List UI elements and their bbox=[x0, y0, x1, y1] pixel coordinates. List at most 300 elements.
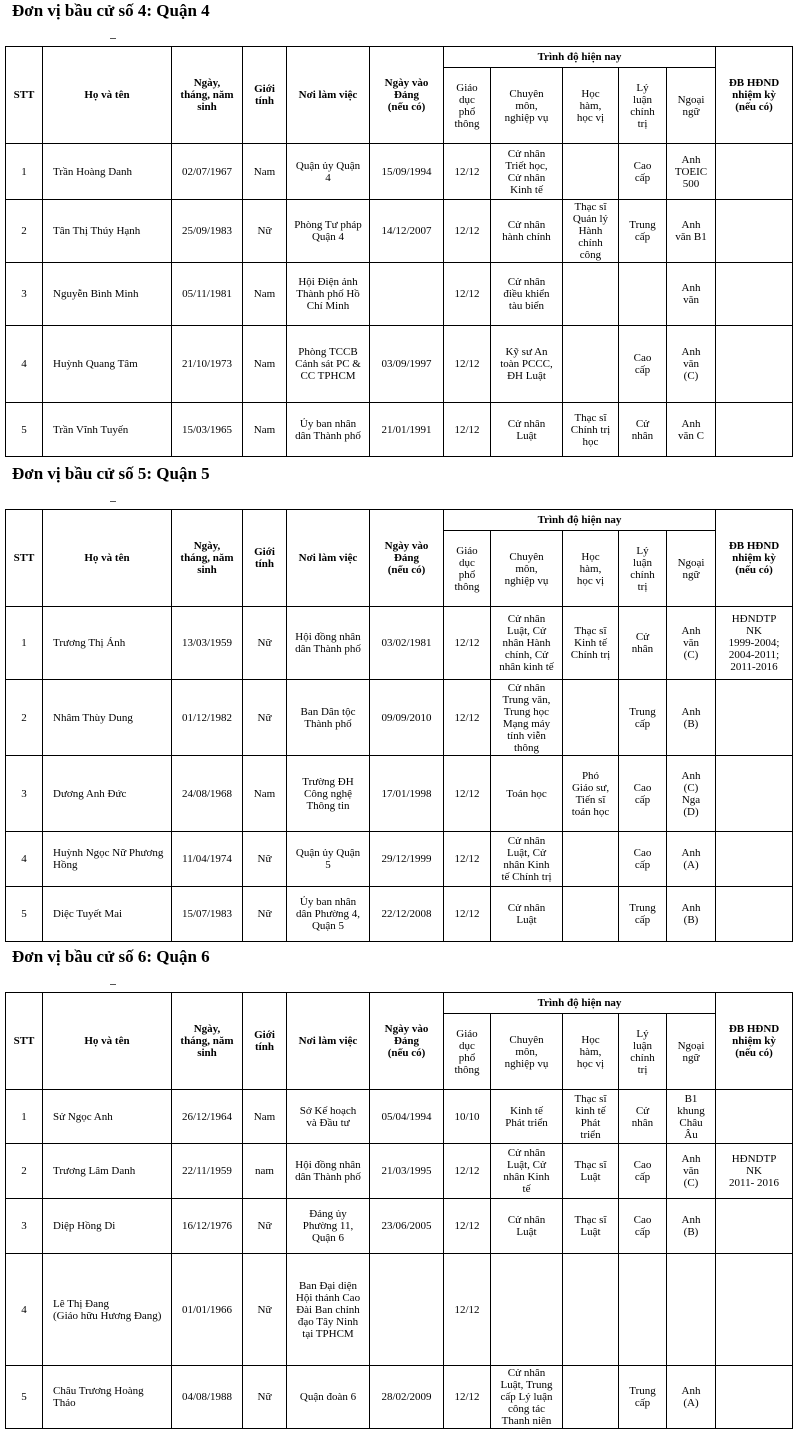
cell-foreign-language-text: B1 khung Châu Âu bbox=[677, 1092, 705, 1141]
cell-dob-text: 22/11/1959 bbox=[182, 1165, 232, 1177]
cell-political-theory bbox=[619, 887, 667, 942]
cell-foreign-language-text: Anh văn (C) bbox=[681, 625, 701, 661]
cell-academic-degree bbox=[563, 144, 619, 200]
cell-workplace-text: Hội đồng nhân dân Thành phố bbox=[295, 631, 361, 655]
cell-specialty bbox=[491, 756, 563, 832]
cell-foreign-language-text: Anh văn B1 bbox=[675, 219, 707, 243]
header-theory bbox=[619, 531, 667, 607]
cell-general-education-text: 12/12 bbox=[454, 1303, 480, 1316]
cell-dob bbox=[172, 756, 243, 832]
cell-stt bbox=[6, 756, 43, 832]
cell-gender-text: Nữ bbox=[257, 711, 272, 724]
cell-general-education-text: 12/12 bbox=[454, 165, 480, 178]
cell-academic-degree bbox=[563, 1144, 619, 1199]
cell-dob bbox=[172, 263, 243, 326]
cell-foreign-language-text: Anh văn C bbox=[678, 417, 704, 442]
cell-academic-degree bbox=[563, 832, 619, 887]
cell-dob-text: 13/03/1959 bbox=[181, 637, 233, 649]
cell-general-education-text: 12/12 bbox=[454, 637, 480, 649]
cell-foreign-language bbox=[667, 263, 716, 326]
cell-workplace-text: Phòng Tư pháp Quận 4 bbox=[294, 219, 362, 243]
cell-name-text: Diệp Hồng Di bbox=[53, 1220, 116, 1232]
cell-dob bbox=[172, 144, 243, 200]
cell-party-date bbox=[370, 680, 444, 756]
header-specialty-label: Chuyên môn, nghiệp vụ bbox=[504, 87, 549, 124]
cell-name-text: Lê Thị Đang (Giáo hữu Hương Đang) bbox=[53, 1297, 162, 1322]
cell-workplace bbox=[287, 832, 370, 887]
header-gender-label: Giới tính bbox=[254, 83, 275, 107]
cell-workplace bbox=[287, 326, 370, 403]
cell-workplace-text: Trường ĐH Công nghệ Thông tin bbox=[302, 775, 354, 812]
cell-general-education-text: 12/12 bbox=[454, 908, 480, 920]
cell-workplace bbox=[287, 144, 370, 200]
cell-workplace bbox=[287, 1199, 370, 1254]
cell-academic-degree bbox=[563, 326, 619, 403]
cell-political-theory-text: Cao cấp bbox=[633, 1214, 652, 1238]
cell-council-term bbox=[716, 326, 793, 403]
cell-dob bbox=[172, 1199, 243, 1254]
header-workplace-label: Nơi làm việc bbox=[298, 552, 358, 564]
cell-foreign-language bbox=[667, 1366, 716, 1429]
candidate-table bbox=[5, 992, 793, 1429]
cell-specialty bbox=[491, 887, 563, 942]
cell-political-theory bbox=[619, 607, 667, 680]
cell-foreign-language bbox=[667, 756, 716, 832]
cell-academic-degree bbox=[563, 887, 619, 942]
cell-stt bbox=[6, 680, 43, 756]
cell-name bbox=[43, 1366, 172, 1429]
table-row bbox=[6, 403, 793, 457]
cell-general-education bbox=[444, 1199, 491, 1254]
cell-specialty bbox=[491, 1254, 563, 1366]
cell-party-date-text: 28/02/2009 bbox=[381, 1391, 432, 1403]
cell-name bbox=[43, 326, 172, 403]
header-council bbox=[716, 993, 793, 1090]
cell-gender bbox=[243, 832, 287, 887]
cell-specialty bbox=[491, 680, 563, 756]
cell-general-education bbox=[444, 1366, 491, 1429]
cell-name bbox=[43, 1199, 172, 1254]
cell-specialty-text: Cử nhân hành chính bbox=[502, 219, 551, 243]
cell-political-theory bbox=[619, 756, 667, 832]
cell-party-date bbox=[370, 832, 444, 887]
header-council bbox=[716, 510, 793, 607]
header-workplace bbox=[287, 993, 370, 1090]
cell-name-text: Sử Ngọc Anh bbox=[53, 1110, 113, 1123]
cell-political-theory-text: Cử nhân bbox=[631, 631, 654, 655]
cell-foreign-language bbox=[667, 1144, 716, 1199]
header-language bbox=[667, 531, 716, 607]
section-title: Đơn vị bầu cử số 5: Quận 5 bbox=[12, 464, 210, 483]
cell-workplace-text: Phòng TCCB Cảnh sát PC & CC TPHCM bbox=[295, 346, 361, 382]
cell-party-date bbox=[370, 756, 444, 832]
cell-foreign-language bbox=[667, 607, 716, 680]
cell-gender bbox=[243, 1199, 287, 1254]
cell-specialty bbox=[491, 326, 563, 403]
table-row bbox=[6, 144, 793, 200]
cell-stt bbox=[6, 1144, 43, 1199]
header-gender-label: Giới tính bbox=[254, 1029, 275, 1053]
cell-dob-text: 24/08/1968 bbox=[181, 787, 233, 800]
cell-council-term bbox=[716, 680, 793, 756]
cell-gender-text: Nữ bbox=[257, 225, 272, 237]
cell-stt bbox=[6, 1199, 43, 1254]
cell-workplace-text: Đảng ủy Phường 11, Quận 6 bbox=[302, 1208, 354, 1244]
cell-general-education bbox=[444, 144, 491, 200]
cell-specialty-text: Cử nhân Luật bbox=[507, 417, 546, 442]
cell-name-text: Trương Thị Ánh bbox=[53, 637, 126, 649]
header-degree bbox=[563, 68, 619, 144]
cell-gender bbox=[243, 607, 287, 680]
cell-general-education-text: 10/10 bbox=[454, 1110, 480, 1123]
header-name-label: Họ và tên bbox=[84, 552, 130, 564]
cell-political-theory-text: Cao cấp bbox=[633, 159, 652, 184]
table-row bbox=[6, 1144, 793, 1199]
cell-dob-text: 01/01/1966 bbox=[181, 1303, 233, 1316]
cell-foreign-language bbox=[667, 144, 716, 200]
cell-party-date-text: 03/09/1997 bbox=[381, 358, 432, 370]
cell-name-text: Huỳnh Quang Tâm bbox=[53, 358, 138, 370]
cell-general-education bbox=[444, 263, 491, 326]
cell-political-theory-text: Cao cấp bbox=[633, 352, 652, 376]
cell-name bbox=[43, 263, 172, 326]
cell-stt bbox=[6, 263, 43, 326]
header-stt bbox=[6, 47, 43, 144]
cell-council-term bbox=[716, 832, 793, 887]
cell-workplace-text: Ủy ban nhân dân Thành phố bbox=[295, 417, 361, 442]
cell-specialty bbox=[491, 263, 563, 326]
cell-political-theory bbox=[619, 680, 667, 756]
header-degree bbox=[563, 531, 619, 607]
cell-gender bbox=[243, 403, 287, 457]
cell-foreign-language-text: Anh (A) bbox=[681, 847, 701, 871]
header-name-label: Họ và tên bbox=[84, 89, 130, 101]
cell-general-education-text: 12/12 bbox=[454, 853, 480, 865]
cell-political-theory bbox=[619, 263, 667, 326]
cell-dob-text: 16/12/1976 bbox=[181, 1220, 233, 1232]
cell-gender bbox=[243, 144, 287, 200]
cell-stt-text: 2 bbox=[21, 225, 27, 237]
header-stt bbox=[6, 993, 43, 1090]
cell-name-text: Trần Hoàng Danh bbox=[53, 165, 133, 178]
section-title: Đơn vị bầu cử số 6: Quận 6 bbox=[12, 947, 210, 966]
cell-general-education-text: 12/12 bbox=[454, 288, 480, 300]
header-dob-label: Ngày, tháng, năm sinh bbox=[180, 1023, 234, 1059]
cell-specialty-text: Cử nhân điều khiển tàu biển bbox=[503, 276, 550, 312]
cell-party-date bbox=[370, 1254, 444, 1366]
header-education-label: Trình độ hiện nay bbox=[537, 514, 622, 526]
header-workplace bbox=[287, 510, 370, 607]
cell-dob bbox=[172, 200, 243, 263]
cell-council-term bbox=[716, 1199, 793, 1254]
cell-academic-degree-text: Thạc sĩ Kinh tế Chính trị bbox=[570, 625, 611, 661]
cell-foreign-language-text: Anh (C) Nga (D) bbox=[681, 769, 701, 818]
section-title: Đơn vị bầu cử số 4: Quận 4 bbox=[12, 1, 210, 20]
cell-political-theory bbox=[619, 326, 667, 403]
cell-foreign-language-text: Anh văn (C) bbox=[681, 346, 701, 382]
header-gender bbox=[243, 510, 287, 607]
cell-workplace bbox=[287, 403, 370, 457]
cell-party-date-text: 21/03/1995 bbox=[381, 1165, 432, 1177]
header-stt-label: STT bbox=[13, 1035, 35, 1047]
cell-academic-degree bbox=[563, 1366, 619, 1429]
cell-gender bbox=[243, 1366, 287, 1429]
header-general bbox=[444, 68, 491, 144]
cell-specialty-text: Cử nhân Luật, Cử nhân Hành chính, Cử nhân kinh tế bbox=[499, 613, 554, 673]
cell-foreign-language bbox=[667, 1254, 716, 1366]
cell-stt bbox=[6, 1090, 43, 1144]
cell-name-text: Dương Anh Đức bbox=[53, 787, 127, 800]
header-council-label: ĐB HĐND nhiệm kỳ (nếu có) bbox=[728, 77, 780, 113]
header-language bbox=[667, 1014, 716, 1090]
cell-foreign-language-text: Anh (A) bbox=[681, 1385, 701, 1409]
cell-dob-text: 02/07/1967 bbox=[181, 165, 233, 178]
cell-dob bbox=[172, 403, 243, 457]
header-stt bbox=[6, 510, 43, 607]
cell-gender bbox=[243, 1254, 287, 1366]
cell-specialty-text: Cử nhân Triết học, Cử nhân Kinh tế bbox=[505, 147, 548, 196]
cell-foreign-language bbox=[667, 1090, 716, 1144]
cell-stt bbox=[6, 200, 43, 263]
cell-name bbox=[43, 756, 172, 832]
cell-dob bbox=[172, 887, 243, 942]
divider bbox=[110, 984, 116, 985]
cell-stt-text: 5 bbox=[21, 908, 27, 920]
cell-dob bbox=[172, 1366, 243, 1429]
cell-general-education bbox=[444, 200, 491, 263]
cell-dob bbox=[172, 832, 243, 887]
cell-party-date bbox=[370, 326, 444, 403]
table-row bbox=[6, 326, 793, 403]
cell-dob bbox=[172, 680, 243, 756]
cell-general-education-text: 12/12 bbox=[454, 1391, 480, 1403]
cell-name bbox=[43, 1144, 172, 1199]
header-dob bbox=[172, 993, 243, 1090]
cell-stt bbox=[6, 832, 43, 887]
header-gender bbox=[243, 993, 287, 1090]
cell-gender-text: Nữ bbox=[257, 853, 272, 865]
cell-academic-degree-text: Thạc sĩ Luật bbox=[574, 1214, 607, 1238]
cell-political-theory-text: Cử nhân bbox=[631, 1104, 654, 1129]
divider bbox=[110, 501, 116, 502]
cell-stt-text: 2 bbox=[21, 1165, 27, 1177]
cell-gender-text: Nam bbox=[253, 787, 276, 800]
header-council-label: ĐB HĐND nhiệm kỳ (nếu có) bbox=[728, 540, 780, 576]
cell-foreign-language bbox=[667, 200, 716, 263]
header-general-label: Giáo dục phổ thông bbox=[454, 1027, 480, 1076]
cell-name bbox=[43, 200, 172, 263]
cell-general-education bbox=[444, 1254, 491, 1366]
cell-specialty-text: Cử nhân Luật bbox=[507, 902, 546, 926]
cell-political-theory bbox=[619, 403, 667, 457]
cell-academic-degree-text: Thạc sĩ Chính trị học bbox=[570, 411, 611, 448]
cell-political-theory-text: Cử nhân bbox=[631, 417, 654, 442]
cell-dob bbox=[172, 1254, 243, 1366]
cell-dob-text: 15/03/1965 bbox=[181, 423, 233, 436]
cell-council-term bbox=[716, 200, 793, 263]
header-party_date bbox=[370, 47, 444, 144]
cell-workplace bbox=[287, 887, 370, 942]
cell-name bbox=[43, 680, 172, 756]
cell-council-term bbox=[716, 144, 793, 200]
cell-political-theory-text: Cao cấp bbox=[633, 1159, 652, 1183]
cell-name bbox=[43, 1090, 172, 1144]
cell-name-text: Trương Lâm Danh bbox=[53, 1165, 136, 1177]
cell-name bbox=[43, 832, 172, 887]
cell-political-theory-text: Cao cấp bbox=[633, 781, 652, 806]
cell-general-education-text: 12/12 bbox=[454, 225, 480, 237]
cell-council-term-text: HĐNDTP NK 1999-2004; 2004-2011; 2011-2016 bbox=[728, 613, 780, 673]
cell-specialty-text: Cử nhân Luật, Trung cấp Lý luận công tác Thanh niên bbox=[500, 1367, 553, 1427]
cell-name bbox=[43, 144, 172, 200]
cell-party-date bbox=[370, 1199, 444, 1254]
header-degree-label: Học hàm, học vị bbox=[576, 1033, 605, 1070]
cell-council-term bbox=[716, 1254, 793, 1366]
cell-political-theory bbox=[619, 200, 667, 263]
header-specialty-label: Chuyên môn, nghiệp vụ bbox=[504, 550, 549, 587]
cell-general-education-text: 12/12 bbox=[454, 711, 480, 724]
cell-council-term bbox=[716, 1366, 793, 1429]
cell-specialty bbox=[491, 1090, 563, 1144]
cell-foreign-language-text: Anh (B) bbox=[681, 1214, 701, 1238]
header-education bbox=[444, 47, 716, 68]
cell-workplace-text: Ban Dân tộc Thành phố bbox=[300, 705, 356, 730]
cell-gender-text: Nam bbox=[253, 1110, 276, 1123]
cell-name-text: Trần Vĩnh Tuyến bbox=[53, 423, 129, 436]
cell-gender bbox=[243, 326, 287, 403]
header-theory bbox=[619, 1014, 667, 1090]
cell-gender-text: Nữ bbox=[257, 1303, 272, 1316]
cell-specialty-text: Cử nhân Luật bbox=[507, 1214, 546, 1238]
cell-name bbox=[43, 403, 172, 457]
header-name bbox=[43, 47, 172, 144]
cell-general-education bbox=[444, 1144, 491, 1199]
cell-foreign-language-text: Anh văn bbox=[681, 282, 701, 306]
cell-political-theory bbox=[619, 144, 667, 200]
header-language-label: Ngoại ngữ bbox=[677, 556, 705, 581]
cell-gender-text: Nữ bbox=[257, 1391, 272, 1403]
cell-stt-text: 2 bbox=[21, 711, 27, 724]
cell-general-education bbox=[444, 756, 491, 832]
cell-name bbox=[43, 1254, 172, 1366]
cell-academic-degree-text: Thạc sĩ Quản lý Hành chính công bbox=[572, 201, 609, 261]
cell-workplace bbox=[287, 1366, 370, 1429]
cell-specialty-text: Cử nhân Luật, Cử nhân Kinh tế bbox=[503, 1147, 550, 1195]
cell-workplace bbox=[287, 263, 370, 326]
cell-dob-text: 11/04/1974 bbox=[182, 853, 232, 865]
header-party_date-label: Ngày vào Đảng (nếu có) bbox=[384, 77, 429, 113]
cell-specialty bbox=[491, 1199, 563, 1254]
cell-party-date bbox=[370, 607, 444, 680]
cell-council-term bbox=[716, 607, 793, 680]
cell-general-education-text: 12/12 bbox=[454, 358, 480, 370]
cell-name bbox=[43, 887, 172, 942]
cell-dob bbox=[172, 607, 243, 680]
cell-gender-text: Nam bbox=[253, 423, 276, 436]
cell-council-term bbox=[716, 1144, 793, 1199]
cell-specialty-text: Cử nhân Trung văn, Trung học Mạng máy tính viễn thông bbox=[502, 681, 551, 754]
header-education bbox=[444, 510, 716, 531]
cell-council-term bbox=[716, 403, 793, 457]
cell-dob-text: 05/11/1981 bbox=[182, 288, 232, 300]
cell-party-date-text: 14/12/2007 bbox=[381, 225, 432, 237]
table-row bbox=[6, 1254, 793, 1366]
cell-stt bbox=[6, 144, 43, 200]
cell-foreign-language bbox=[667, 403, 716, 457]
cell-stt-text: 1 bbox=[21, 165, 27, 178]
cell-workplace-text: Hội đồng nhân dân Thành phố bbox=[295, 1159, 361, 1183]
cell-party-date-text: 03/02/1981 bbox=[381, 637, 432, 649]
cell-gender-text: nam bbox=[255, 1165, 274, 1177]
table-row bbox=[6, 1366, 793, 1429]
cell-party-date-text: 21/01/1991 bbox=[381, 423, 432, 436]
cell-political-theory bbox=[619, 832, 667, 887]
header-specialty bbox=[491, 531, 563, 607]
cell-gender-text: Nữ bbox=[257, 637, 272, 649]
cell-academic-degree bbox=[563, 263, 619, 326]
cell-stt-text: 1 bbox=[21, 637, 27, 649]
table-row bbox=[6, 607, 793, 680]
cell-general-education bbox=[444, 607, 491, 680]
cell-specialty bbox=[491, 832, 563, 887]
table-row bbox=[6, 263, 793, 326]
cell-dob-text: 25/09/1983 bbox=[181, 225, 233, 237]
cell-party-date bbox=[370, 1366, 444, 1429]
cell-general-education bbox=[444, 1090, 491, 1144]
cell-stt bbox=[6, 1366, 43, 1429]
cell-specialty-text: Kỹ sư An toàn PCCC, ĐH Luật bbox=[500, 346, 553, 382]
cell-party-date bbox=[370, 144, 444, 200]
cell-general-education-text: 12/12 bbox=[454, 423, 480, 436]
header-specialty bbox=[491, 68, 563, 144]
cell-academic-degree bbox=[563, 756, 619, 832]
header-stt-label: STT bbox=[13, 552, 35, 564]
cell-council-term bbox=[716, 1090, 793, 1144]
cell-specialty-text: Kinh tế Phát triển bbox=[505, 1104, 548, 1129]
cell-specialty bbox=[491, 1366, 563, 1429]
table-row bbox=[6, 1199, 793, 1254]
cell-academic-degree bbox=[563, 403, 619, 457]
cell-name-text: Châu Trương Hoàng Thảo bbox=[53, 1385, 144, 1409]
cell-council-term-text: HĐNDTP NK 2011- 2016 bbox=[729, 1153, 780, 1189]
cell-foreign-language-text: Anh TOEIC 500 bbox=[674, 153, 708, 190]
table-row bbox=[6, 832, 793, 887]
cell-name-text: Nhâm Thùy Dung bbox=[53, 711, 133, 724]
cell-name bbox=[43, 607, 172, 680]
cell-stt bbox=[6, 607, 43, 680]
cell-academic-degree bbox=[563, 607, 619, 680]
cell-party-date-text: 17/01/1998 bbox=[381, 787, 432, 800]
cell-dob bbox=[172, 1144, 243, 1199]
cell-gender bbox=[243, 1090, 287, 1144]
cell-general-education bbox=[444, 326, 491, 403]
cell-political-theory-text: Trung cấp bbox=[629, 1385, 656, 1409]
cell-workplace bbox=[287, 1144, 370, 1199]
cell-political-theory-text: Cao cấp bbox=[633, 847, 652, 871]
cell-general-education-text: 12/12 bbox=[454, 787, 480, 800]
header-workplace-label: Nơi làm việc bbox=[298, 1035, 358, 1047]
header-dob-label: Ngày, tháng, năm sinh bbox=[180, 540, 234, 576]
divider bbox=[110, 38, 116, 39]
cell-foreign-language-text: Anh (B) bbox=[681, 705, 701, 730]
cell-council-term bbox=[716, 263, 793, 326]
cell-political-theory bbox=[619, 1199, 667, 1254]
cell-general-education bbox=[444, 680, 491, 756]
header-theory-label: Lý luận chính trị bbox=[630, 544, 655, 593]
cell-party-date bbox=[370, 1090, 444, 1144]
cell-workplace bbox=[287, 607, 370, 680]
header-theory-label: Lý luận chính trị bbox=[630, 1027, 655, 1076]
